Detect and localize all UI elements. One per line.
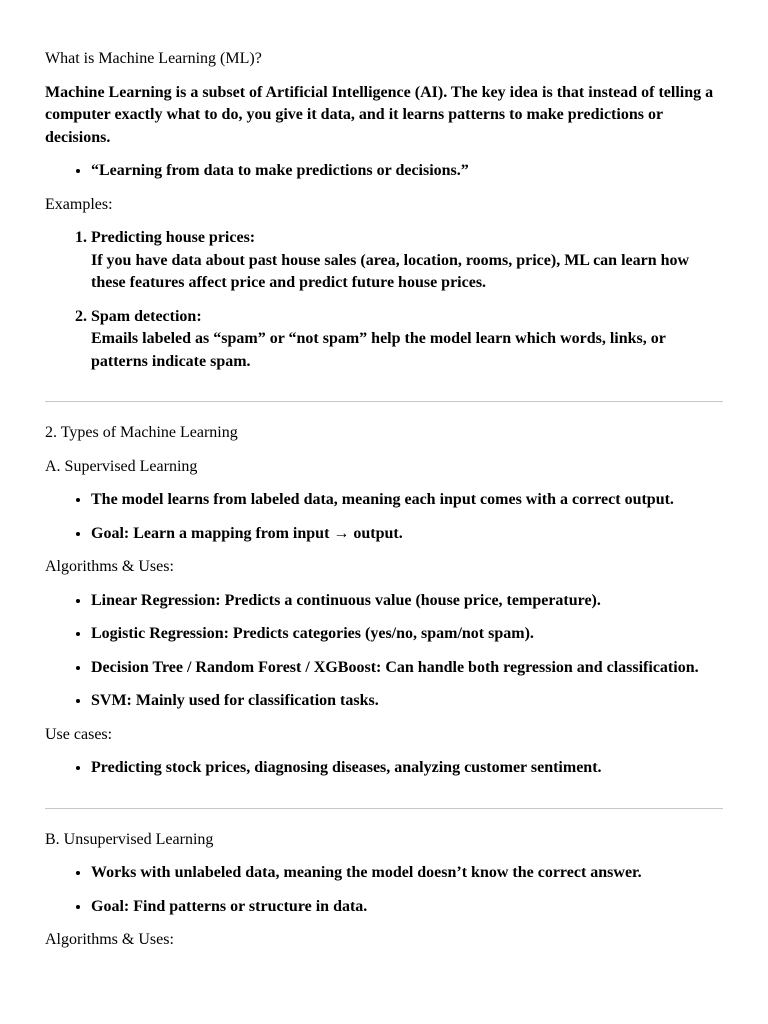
example-body: Emails labeled as “spam” or “not spam” help the model learn which words, links, or patterns indicate spam.	[91, 330, 666, 370]
intro-bullet-list	[45, 160, 723, 183]
supervised-heading: A. Supervised Learning	[45, 457, 198, 475]
example-title: 2. Spam detection:	[91, 307, 202, 325]
list-item: • Works with unlabeled data, meaning the model doesn’t know the correct answer.	[91, 862, 723, 885]
list-item: • Predicting stock prices, diagnosing diseases, analyzing customer sentiment.	[91, 757, 723, 780]
list-item	[91, 227, 723, 295]
examples-heading: Examples:	[45, 195, 113, 213]
list-item: • Linear Regression: Predicts a continuous value (house price, temperature).	[91, 590, 723, 613]
section-divider	[45, 401, 723, 402]
supervised-algorithms-list	[45, 590, 723, 713]
types-heading: 2. Types of Machine Learning	[45, 424, 238, 441]
intro-paragraph: Machine Learning is a subset of Artificial Intelligence (AI). The key idea is that instead of telling a computer exactly what to do, you give it data, and it learns patterns to make predictions or decisions.	[45, 83, 714, 146]
use-cases-heading: Use cases:	[45, 725, 113, 743]
example-body: If you have data about past house sales (area, location, rooms, price), ML can learn how these features affect price and predict future house prices.	[91, 251, 690, 291]
list-item: • Goal: Learn a mapping from input → output.	[91, 523, 723, 546]
use-cases-list	[45, 757, 723, 780]
list-item: • Goal: Find patterns or structure in data.	[91, 896, 723, 919]
list-item: • The model learns from labeled data, meaning each input comes with a correct output.	[91, 489, 723, 512]
list-item: • “Learning from data to make predictions or decisions.”	[91, 160, 723, 183]
list-item: • SVM: Mainly used for classification tasks.	[91, 690, 723, 713]
examples-list	[45, 227, 723, 373]
unsupervised-heading: B. Unsupervised Learning	[45, 830, 214, 848]
unsupervised-bullet-list	[45, 862, 723, 918]
intro-heading: What is Machine Learning (ML)?	[45, 50, 262, 67]
list-item	[91, 306, 723, 374]
list-item: • Decision Tree / Random Forest / XGBoost: Can handle both regression and classification.	[91, 657, 723, 680]
example-title: 1. Predicting house prices:	[91, 229, 256, 246]
supervised-bullet-list	[45, 489, 723, 545]
list-item: • Logistic Regression: Predicts categories (yes/no, spam/not spam).	[91, 623, 723, 646]
supervised-algorithms-heading: Algorithms & Uses:	[45, 558, 174, 575]
section-divider	[45, 808, 723, 809]
unsupervised-algorithms-heading: Algorithms & Uses:	[45, 931, 174, 948]
